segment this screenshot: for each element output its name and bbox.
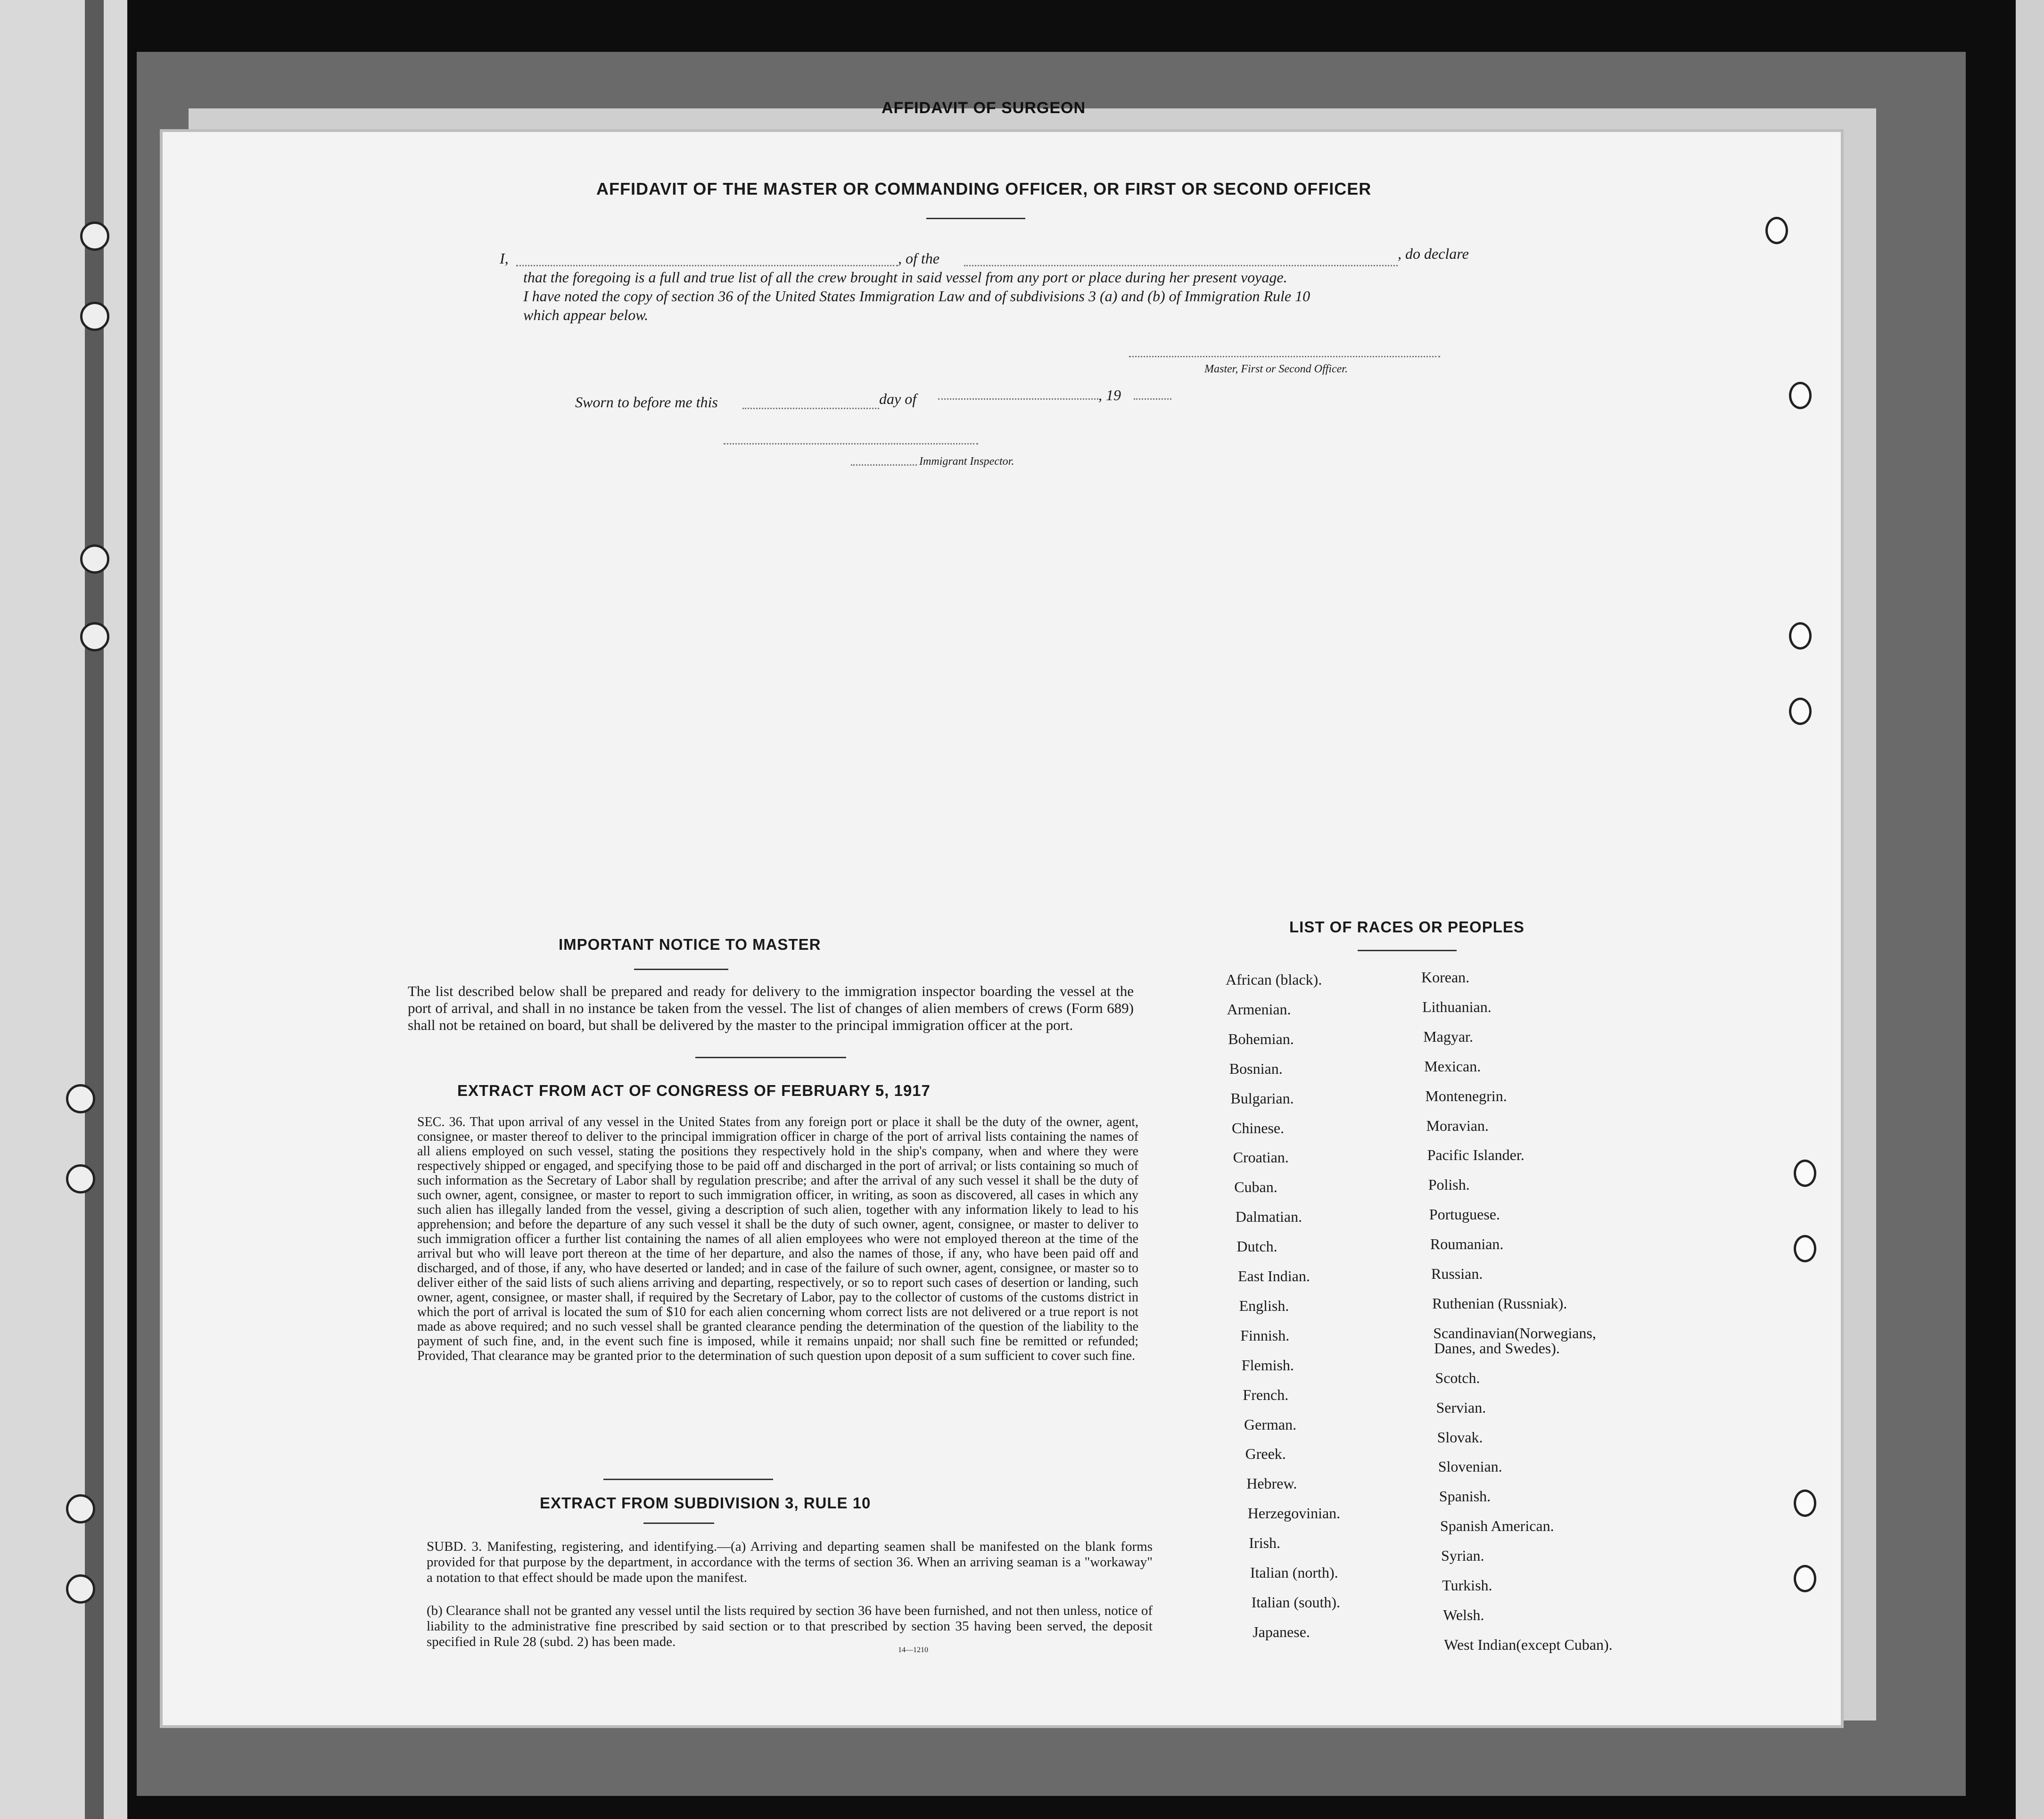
punch-hole-icon [1794, 1235, 1816, 1262]
extract-rule-title: EXTRACT FROM SUBDIVISION 3, RULE 10 [540, 1494, 871, 1512]
race-item: Finnish. [1240, 1326, 1290, 1344]
affidavit-of-the: , of the [898, 250, 940, 267]
race-item: Welsh. [1443, 1606, 1484, 1623]
sprocket-hole-icon [80, 222, 109, 251]
inspector-caption: Immigrant Inspector. [919, 455, 1014, 468]
race-item: Polish. [1428, 1176, 1470, 1193]
sprocket-hole-icon [66, 1574, 95, 1604]
film-rail [85, 0, 104, 1819]
sworn-day-of: day of [879, 390, 917, 407]
notice-title: IMPORTANT NOTICE TO MASTER [559, 936, 821, 953]
sworn-prefix: Sworn to before me this [575, 394, 718, 411]
race-item: Spanish American. [1440, 1517, 1554, 1535]
race-item: Korean. [1421, 969, 1470, 986]
race-item: Greek. [1245, 1445, 1286, 1463]
punch-hole-icon [1789, 698, 1812, 725]
punch-hole-icon [1794, 1490, 1816, 1517]
sworn-month-blank [938, 398, 1098, 400]
notice-end-rule [695, 1057, 846, 1058]
affidavit-declare: , do declare [1398, 245, 1469, 262]
sworn-year: , 19 [1098, 387, 1121, 403]
race-item: Bulgarian. [1230, 1089, 1294, 1107]
race-item: Spanish. [1439, 1488, 1491, 1505]
affidavit-title: AFFIDAVIT OF THE MASTER OR COMMANDING OFFICER, OR FIRST OR SECOND OFFICER [596, 179, 1372, 198]
extract-act-end-rule [603, 1479, 773, 1480]
notice-body: The list described below shall be prepared and ready for delivery to the immigration inspector boarding the vessel at the port of arrival, and shall in no instance be taken from the vessel. The list of changes of alien members of crews (Form 689) shall not be retained on board, but shall be delivered by the master to the principal immigration officer at the port. [408, 983, 1134, 1033]
race-item: Turkish. [1442, 1577, 1492, 1594]
signature-blank [1129, 356, 1440, 357]
race-item: Bohemian. [1228, 1030, 1294, 1047]
race-item: Montenegrin. [1425, 1087, 1507, 1104]
race-item: Dalmatian. [1235, 1208, 1302, 1226]
name-blank [516, 265, 898, 266]
extract-act-body: SEC. 36. That upon arrival of any vessel in the United States from any foreign port or place it shall be the duty of the owner, agent, consignee, or master thereof to deliver to the principal immigration officer in charge of the port of arrival lists containing the names of all aliens employed on such vessel, stating the positions they respectively hold in the ship's company, when and where they were respectively shipped or engaged, and specifying those to be paid off and discharged in the port of arrival; or lists containing so much of such information as the Secretary of Labor shall by regulation prescribe; and after the arrival of any such vessel it shall be the duty of such owner, agent, consignee, or master to report to such immigration officer, in writing, as soon as discovered, all cases in which any such alien has illegally landed from the vessel, giving a description of such alien, together with any information likely to lead to his apprehension; and before the departure of any such vessel it shall be the duty of such owner, agent, consignee, or master to deliver to such immigration officer a further list containing the names of all alien employees who were not employed thereon at the time of the arrival but who will leave port thereon at the time of her departure, and also the names of those, if any, who have been paid off and discharged, and of those, if any, who have deserted or landed; and in case of the failure of such owner, agent, consignee, or master so to deliver either of the said lists of such aliens arriving and departing, respectively, or so to report such cases of desertion or landing, such owner, agent, consignee, or master shall, if required by the Secretary of Labor, pay to the collector of customs of the customs district in which the port of arrival is located the sum of $10 for each alien concerning whom correct lists are not delivered or a true report is not made as above required; and no such vessel shall be granted clearance pending the determination of the question of the liability to the payment of such fine, and, in the event such fine is imposed, while it remains unpaid; nor shall such fine be remitted or refunded; Provided, That clearance may be granted prior to the determination of such question upon deposit of a sum sufficient to cover such fine. [417, 1115, 1138, 1363]
punch-hole-icon [1789, 622, 1812, 650]
inspector-blank [724, 443, 978, 444]
race-item: Italian (south). [1251, 1593, 1340, 1611]
race-item: Danes, and Swedes). [1434, 1339, 1560, 1357]
sprocket-hole-icon [66, 1164, 95, 1193]
race-item: Slovenian. [1438, 1458, 1502, 1475]
race-item: Armenian. [1227, 1000, 1291, 1018]
affidavit-line2: that the foregoing is a full and true list of all the crew brought in said vessel from any port or place during her present voyage. [523, 269, 1287, 286]
race-item: Syrian. [1441, 1547, 1484, 1564]
race-item: Cuban. [1234, 1178, 1278, 1196]
race-item: Dutch. [1236, 1238, 1278, 1255]
race-item: Italian (north). [1250, 1564, 1338, 1581]
races-rule [1358, 950, 1457, 951]
race-item: Mexican. [1424, 1057, 1481, 1075]
affidavit-line3: I have noted the copy of section 36 of the United States Immigration Law and of subdivisions 3 (a) and (b) of Immigration Rule 10 [523, 288, 1310, 305]
notice-rule [634, 969, 728, 970]
race-item: Bosnian. [1229, 1060, 1283, 1077]
punch-hole-icon [1765, 217, 1788, 244]
race-item: Scotch. [1435, 1369, 1480, 1386]
document-page [163, 132, 1841, 1725]
race-item: Herzegovinian. [1247, 1505, 1341, 1522]
races-title: LIST OF RACES OR PEOPLES [1289, 918, 1525, 936]
race-item: Scandinavian(Norwegians, [1433, 1324, 1596, 1342]
extract-rule-para-b: (b) Clearance shall not be granted any vessel until the lists required by section 36 have been furnished, and not then unless, notice of liability to the administrative fine prescribed by said section or to that prescribed by section 35 having been served, the deposit specified in Rule 28 (subd. 2) has been made. [427, 1603, 1153, 1649]
race-item: East Indian. [1238, 1268, 1310, 1284]
punch-hole-icon [1789, 382, 1812, 409]
affidavit-i: I, [500, 250, 509, 267]
sprocket-hole-icon [80, 544, 109, 574]
vessel-blank [964, 265, 1398, 266]
race-item: Chinese. [1232, 1119, 1285, 1136]
race-item: Japanese. [1253, 1623, 1310, 1640]
extract-act-title: EXTRACT FROM ACT OF CONGRESS OF FEBRUARY 5, 1917 [457, 1082, 931, 1099]
signature-caption: Master, First or Second Officer. [1204, 363, 1348, 375]
race-item: African (black). [1226, 971, 1322, 988]
affidavit-line4: which appear below. [523, 306, 649, 323]
race-item: Portuguese. [1429, 1206, 1500, 1223]
title-rule [926, 218, 1025, 219]
inspector-blank-short [851, 464, 917, 466]
sprocket-hole-icon [66, 1494, 95, 1523]
form-number: 14—1210 [898, 1646, 928, 1654]
film-edge-left [0, 0, 127, 1819]
sworn-year-blank [1134, 398, 1171, 400]
race-item: Lithuanian. [1422, 998, 1492, 1015]
race-item: Croatian. [1233, 1149, 1289, 1166]
sprocket-hole-icon [66, 1084, 95, 1113]
race-item: German. [1244, 1416, 1297, 1433]
race-item: French. [1243, 1386, 1289, 1403]
sworn-day-blank [742, 408, 879, 409]
underlying-sheet-title: AFFIDAVIT OF SURGEON [882, 99, 1086, 117]
extract-rule-para-a: SUBD. 3. Manifesting, registering, and identifying.—(a) Arriving and departing seamen shall be manifested on the blank forms provided for that purpose by the department, in accordance with the terms of section 36. When an arriving seaman is a "workaway" a notation to that effect should be made upon the manifest. [427, 1539, 1153, 1585]
race-item: Roumanian. [1430, 1235, 1504, 1253]
race-item: English. [1239, 1297, 1289, 1314]
race-item: West Indian(except Cuban). [1444, 1636, 1613, 1653]
race-item: Flemish. [1241, 1356, 1294, 1374]
extract-rule-rule [643, 1523, 714, 1524]
punch-hole-icon [1794, 1565, 1816, 1592]
race-item: Moravian. [1426, 1117, 1489, 1134]
race-item: Irish. [1249, 1534, 1281, 1552]
sprocket-hole-icon [80, 302, 109, 331]
punch-hole-icon [1794, 1160, 1816, 1187]
race-item: Magyar. [1423, 1028, 1473, 1045]
film-edge-right [2016, 0, 2044, 1819]
sprocket-hole-icon [80, 622, 109, 651]
race-item: Russian. [1431, 1265, 1483, 1282]
race-item: Servian. [1436, 1399, 1486, 1416]
race-item: Pacific Islander. [1427, 1146, 1525, 1164]
race-item: Ruthenian (Russniak). [1432, 1294, 1567, 1312]
race-item: Slovak. [1437, 1428, 1483, 1446]
race-item: Hebrew. [1246, 1475, 1297, 1492]
